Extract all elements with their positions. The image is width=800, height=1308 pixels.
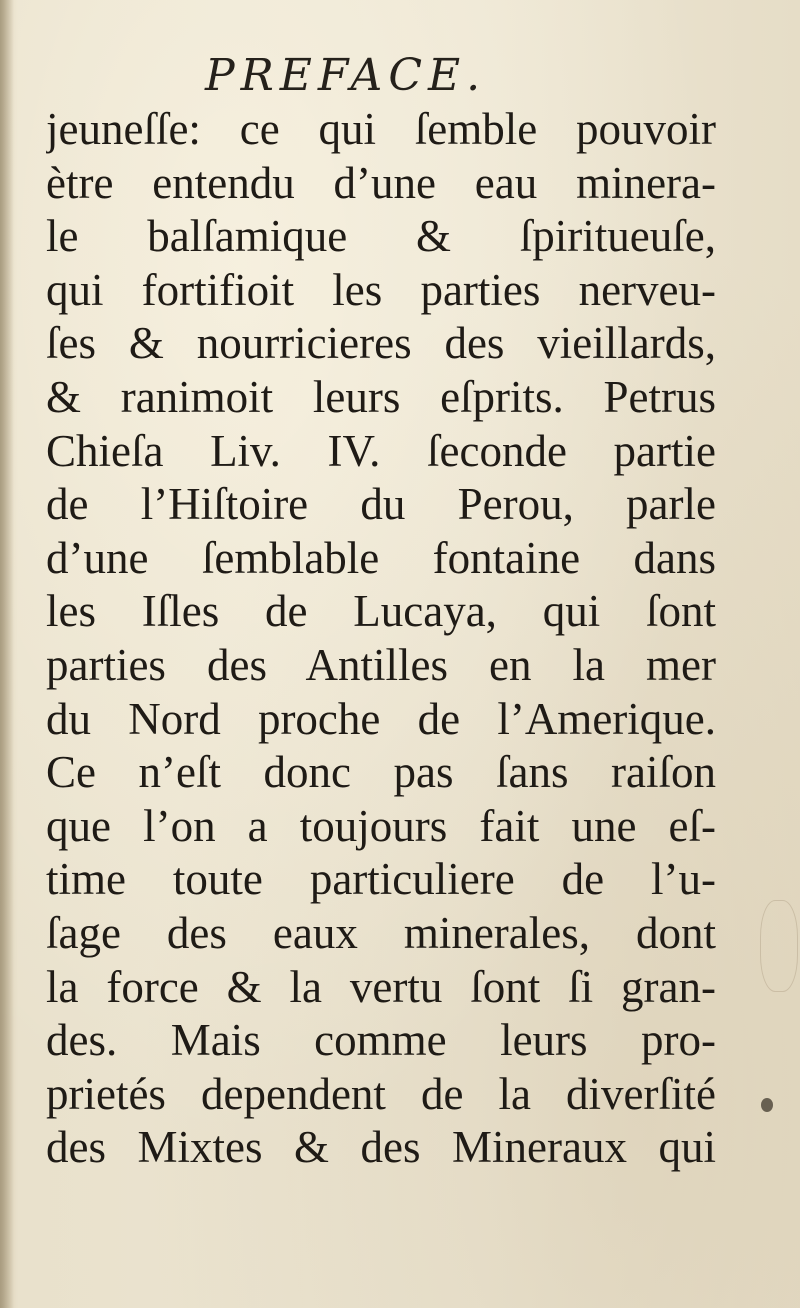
text-line: qui fortifioit les parties nerveu- (46, 264, 716, 315)
text-line: le balſamique & ſpiritueuſe, (46, 211, 716, 262)
text-line: la force & la vertu ſont ſi gran- (46, 961, 716, 1012)
running-head: PREFACE. (205, 50, 487, 101)
text-line: jeuneſſe: ce qui ſemble pouvoir (46, 104, 716, 154)
text-line: prietés dependent de la diverſité (46, 1068, 716, 1119)
paper-stain (760, 900, 798, 992)
text-line: d’une ſemblable fontaine dans (46, 532, 716, 583)
text-line: des Mixtes & des Mineraux qui (46, 1122, 716, 1173)
text-line: les Iſles de Lucaya, qui ſont (46, 586, 716, 637)
text-line: de l’Hiſtoire du Perou, parle (46, 479, 716, 530)
text-line: ſes & nourricieres des vieillards, (46, 318, 716, 369)
text-line: ſage des eaux minerales, dont (46, 907, 716, 958)
text-line: que l’on a toujours fait une eſ- (46, 800, 716, 851)
page-gutter-shadow (0, 0, 14, 1308)
text-line: ètre entendu d’une eau minera- (46, 157, 716, 208)
text-line: time toute particuliere de l’u- (46, 854, 716, 905)
text-line: du Nord proche de l’Amerique. (46, 693, 716, 744)
ink-speck (761, 1098, 773, 1112)
body-text (46, 103, 716, 1175)
text-line: Chieſa Liv. IV. ſeconde partie (46, 425, 716, 476)
text-line: Ce n’eſt donc pas ſans raiſon (46, 747, 716, 798)
text-line: & ranimoit leurs eſprits. Petrus (46, 371, 716, 422)
text-line: des. Mais comme leurs pro- (46, 1015, 716, 1066)
text-line: parties des Antilles en la mer (46, 639, 716, 690)
